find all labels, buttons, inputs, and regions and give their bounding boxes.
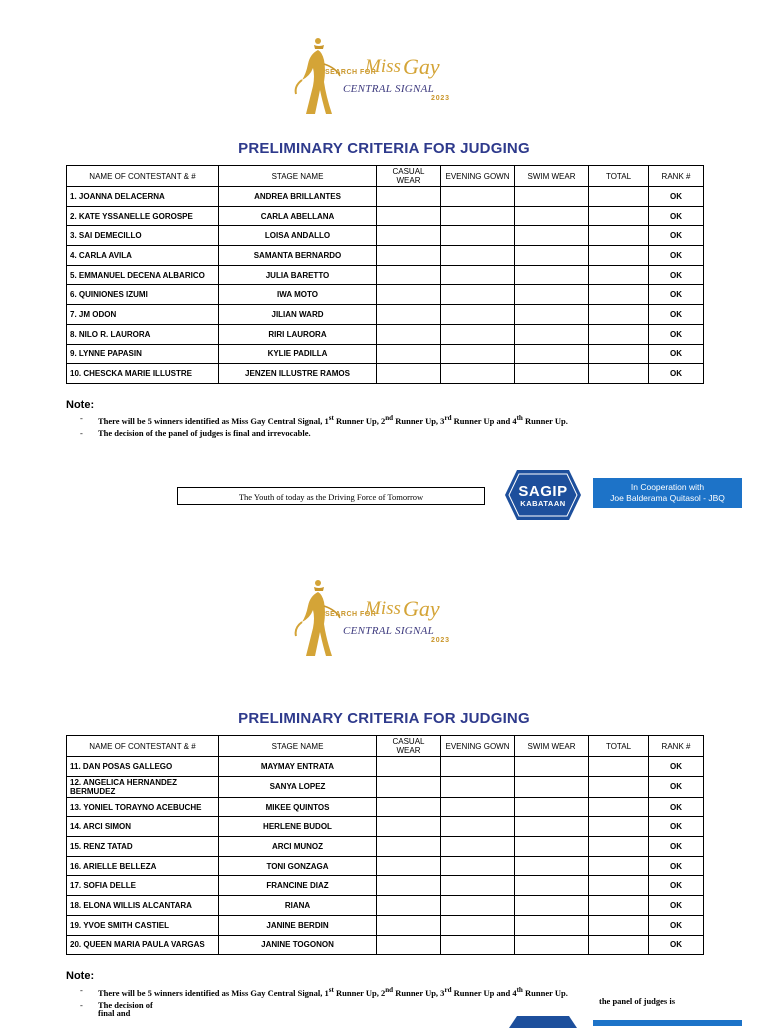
evening-gown-cell[interactable]: [441, 206, 515, 226]
table-row: [67, 896, 704, 916]
contestant-name: 9. LYNNE PAPASIN: [67, 344, 219, 364]
col-header-casual-wear: CASUAL WEAR: [377, 736, 441, 757]
contestant-name: 19. YVOE SMITH CASTIEL: [67, 915, 219, 935]
table-header-row: [67, 166, 704, 187]
logo-central-signal: CENTRAL SIGNAL: [343, 625, 435, 637]
stage-name: ANDREA BRILLANTES: [219, 187, 377, 207]
queen-silhouette-icon: [288, 578, 484, 664]
casual-wear-cell[interactable]: [377, 797, 441, 817]
swim-wear-cell[interactable]: [515, 876, 589, 896]
contestant-name: 13. YONIEL TORAYNO ACEBUCHE: [67, 797, 219, 817]
total-cell[interactable]: [589, 896, 649, 916]
casual-wear-cell[interactable]: [377, 305, 441, 325]
page-title: PRELIMINARY CRITERIA FOR JUDGING: [238, 140, 530, 157]
casual-wear-cell[interactable]: [377, 265, 441, 285]
swim-wear-cell[interactable]: [515, 837, 589, 857]
swim-wear-cell[interactable]: [515, 935, 589, 955]
note-line2-part-b: the panel of judges is: [599, 996, 676, 1006]
col-header-rank: RANK #: [649, 736, 704, 757]
total-cell[interactable]: [589, 246, 649, 266]
contestant-name: 20. QUEEN MARIA PAULA VARGAS: [67, 935, 219, 955]
stage-name: JANINE TOGONON: [219, 935, 377, 955]
rank-cell: OK: [649, 226, 704, 246]
stage-name: KYLIE PADILLA: [219, 344, 377, 364]
table-row: [67, 285, 704, 305]
coop-line1: In Cooperation with: [630, 482, 705, 492]
total-cell[interactable]: [589, 226, 649, 246]
stage-name: RIANA: [219, 896, 377, 916]
swim-wear-cell[interactable]: [515, 344, 589, 364]
rank-cell: OK: [649, 837, 704, 857]
page-title: PRELIMINARY CRITERIA FOR JUDGING: [238, 710, 530, 727]
sagip-word: SAGIP: [518, 483, 568, 500]
contestant-name: 6. QUINIONES IZUMI: [67, 285, 219, 305]
total-cell[interactable]: [589, 915, 649, 935]
evening-gown-cell[interactable]: [441, 776, 515, 797]
miss-gay-logo: [288, 578, 484, 664]
contestant-name: 4. CARLA AVILA: [67, 246, 219, 266]
contestant-name: 3. SAI DEMECILLO: [67, 226, 219, 246]
casual-wear-cell[interactable]: [377, 246, 441, 266]
evening-gown-cell[interactable]: [441, 837, 515, 857]
stage-name: TONI GONZAGA: [219, 856, 377, 876]
swim-wear-cell[interactable]: [515, 265, 589, 285]
casual-wear-cell[interactable]: [377, 896, 441, 916]
swim-wear-cell[interactable]: [515, 915, 589, 935]
contestant-name: 8. NILO R. LAURORA: [67, 324, 219, 344]
casual-wear-cell[interactable]: [377, 776, 441, 797]
stage-name: RIRI LAURORA: [219, 324, 377, 344]
evening-gown-cell[interactable]: [441, 324, 515, 344]
contestant-name: 2. KATE YSSANELLE GOROSPE: [67, 206, 219, 226]
note-line2-part-a: The decision of: [98, 999, 153, 1010]
evening-gown-cell[interactable]: [441, 797, 515, 817]
coop-line2: Joe Balderama Quitasol - JBQ: [610, 493, 725, 503]
stage-name: JENZEN ILLUSTRE RAMOS: [219, 364, 377, 384]
swim-wear-cell[interactable]: [515, 757, 589, 777]
note-item: - There will be 5 winners identified as Miss Gay Central Signal, 1st Runner Up, 2nd Runner Up, 3rd Runner Up and 4th Runner Up.: [80, 985, 568, 998]
logo-gay: Gay: [403, 596, 440, 621]
evening-gown-cell[interactable]: [441, 757, 515, 777]
table-row: [67, 344, 704, 364]
sagip-kabataan-logo: [503, 466, 583, 524]
total-cell[interactable]: [589, 324, 649, 344]
note-line1: There will be 5 winners identified as Miss Gay Central Signal, 1st Runner Up, 2nd Runner Up, 3rd Runner Up and 4th Runner Up.: [98, 414, 568, 426]
contestant-name: 7. JM ODON: [67, 305, 219, 325]
swim-wear-cell[interactable]: [515, 206, 589, 226]
logo-year: 2023: [431, 95, 450, 102]
total-cell[interactable]: [589, 265, 649, 285]
rank-cell: OK: [649, 915, 704, 935]
table-row: [67, 187, 704, 207]
logo-year: 2023: [431, 637, 450, 644]
stage-name: CARLA ABELLANA: [219, 206, 377, 226]
total-cell[interactable]: [589, 305, 649, 325]
casual-wear-cell[interactable]: [377, 324, 441, 344]
evening-gown-cell[interactable]: [441, 226, 515, 246]
total-cell[interactable]: [589, 856, 649, 876]
rank-cell: OK: [649, 364, 704, 384]
queen-silhouette-icon: [288, 36, 484, 122]
table-row: [67, 265, 704, 285]
rank-cell: OK: [649, 265, 704, 285]
stage-name: HERLENE BUDOL: [219, 817, 377, 837]
cooperation-banner: [593, 1020, 742, 1026]
contestant-name: 11. DAN POSAS GALLEGO: [67, 757, 219, 777]
col-header-total: TOTAL: [589, 166, 649, 187]
note-item: - There will be 5 winners identified as Miss Gay Central Signal, 1st Runner Up, 2nd Runner Up, 3rd Runner Up and 4th Runner Up.: [80, 413, 568, 426]
casual-wear-cell[interactable]: [377, 364, 441, 384]
kabataan-word: KABATAAN: [520, 499, 566, 508]
logo-central-signal: CENTRAL SIGNAL: [343, 83, 435, 95]
contestant-name: 12. ANGELICA HERNANDEZ BERMUDEZ: [67, 776, 219, 797]
casual-wear-cell[interactable]: [377, 206, 441, 226]
table-row: [67, 757, 704, 777]
note-item: - The decision of the panel of judges is final and irrevocable.: [80, 427, 311, 438]
stage-name: SANYA LOPEZ: [219, 776, 377, 797]
cooperation-banner: [593, 478, 742, 508]
table-row: [67, 364, 704, 384]
table-row: [67, 837, 704, 857]
rank-cell: OK: [649, 344, 704, 364]
contestant-name: 10. CHESCKA MARIE ILLUSTRE: [67, 364, 219, 384]
total-cell[interactable]: [589, 797, 649, 817]
judging-table: [66, 735, 704, 955]
logo-miss: Miss: [365, 598, 401, 619]
rank-cell: OK: [649, 876, 704, 896]
stage-name: ARCI MUNOZ: [219, 837, 377, 857]
miss-gay-logo: [288, 36, 484, 122]
rank-cell: OK: [649, 206, 704, 226]
total-cell[interactable]: [589, 285, 649, 305]
evening-gown-cell[interactable]: [441, 915, 515, 935]
total-cell[interactable]: [589, 364, 649, 384]
judging-table: [66, 165, 704, 384]
rank-cell: OK: [649, 246, 704, 266]
table-row: [67, 797, 704, 817]
casual-wear-cell[interactable]: [377, 856, 441, 876]
swim-wear-cell[interactable]: [515, 187, 589, 207]
casual-wear-cell[interactable]: [377, 876, 441, 896]
rank-cell: OK: [649, 776, 704, 797]
logo-miss: Miss: [365, 56, 401, 77]
stage-name: JULIA BARETTO: [219, 265, 377, 285]
contestant-name: 16. ARIELLE BELLEZA: [67, 856, 219, 876]
rank-cell: OK: [649, 757, 704, 777]
contestant-name: 17. SOFIA DELLE: [67, 876, 219, 896]
rank-cell: OK: [649, 285, 704, 305]
stage-name: JILIAN WARD: [219, 305, 377, 325]
logo-gay: Gay: [403, 54, 440, 79]
rank-cell: OK: [649, 187, 704, 207]
col-header-evening-gown: EVENING GOWN: [441, 166, 515, 187]
swim-wear-cell[interactable]: [515, 817, 589, 837]
casual-wear-cell[interactable]: [377, 915, 441, 935]
evening-gown-cell[interactable]: [441, 856, 515, 876]
table-row: [67, 915, 704, 935]
note-heading: Note:: [66, 399, 95, 411]
rank-cell: OK: [649, 797, 704, 817]
rank-cell: OK: [649, 817, 704, 837]
swim-wear-cell[interactable]: [515, 246, 589, 266]
total-cell[interactable]: [589, 344, 649, 364]
rank-cell: OK: [649, 896, 704, 916]
evening-gown-cell[interactable]: [441, 187, 515, 207]
col-header-rank: RANK #: [649, 166, 704, 187]
stage-name: MIKEE QUINTOS: [219, 797, 377, 817]
swim-wear-cell[interactable]: [515, 226, 589, 246]
total-cell[interactable]: [589, 817, 649, 837]
evening-gown-cell[interactable]: [441, 364, 515, 384]
col-header-contestant: NAME OF CONTESTANT & #: [67, 166, 219, 187]
table-header-row: [67, 736, 704, 757]
rank-cell: OK: [649, 935, 704, 955]
col-header-stage-name: STAGE NAME: [219, 166, 377, 187]
contestant-name: 18. ELONA WILLIS ALCANTARA: [67, 896, 219, 916]
rank-cell: OK: [649, 324, 704, 344]
swim-wear-cell[interactable]: [515, 856, 589, 876]
note-line2-part-c: final and: [98, 1008, 131, 1018]
casual-wear-cell[interactable]: [377, 837, 441, 857]
evening-gown-cell[interactable]: [441, 344, 515, 364]
swim-wear-cell[interactable]: [515, 776, 589, 797]
table-row: [67, 324, 704, 344]
contestant-name: 14. ARCI SIMON: [67, 817, 219, 837]
logo-search-for: SEARCH FOR: [325, 69, 377, 76]
swim-wear-cell[interactable]: [515, 285, 589, 305]
contestant-name: 5. EMMANUEL DECENA ALBARICO: [67, 265, 219, 285]
total-cell[interactable]: [589, 187, 649, 207]
stage-name: FRANCINE DIAZ: [219, 876, 377, 896]
casual-wear-cell[interactable]: [377, 757, 441, 777]
col-header-swim-wear: SWIM WEAR: [515, 166, 589, 187]
stage-name: SAMANTA BERNARDO: [219, 246, 377, 266]
rank-cell: OK: [649, 856, 704, 876]
casual-wear-cell[interactable]: [377, 187, 441, 207]
table-row: [67, 226, 704, 246]
evening-gown-cell[interactable]: [441, 896, 515, 916]
stage-name: JANINE BERDIN: [219, 915, 377, 935]
note-heading: Note:: [66, 970, 95, 982]
evening-gown-cell[interactable]: [441, 246, 515, 266]
total-cell[interactable]: [589, 837, 649, 857]
stage-name: LOISA ANDALLO: [219, 226, 377, 246]
note-item: - The decision of: [80, 999, 153, 1010]
note-line2: The decision of the panel of judges is final and irrevocable.: [98, 427, 311, 438]
total-cell[interactable]: [589, 757, 649, 777]
casual-wear-cell[interactable]: [377, 344, 441, 364]
total-cell[interactable]: [589, 935, 649, 955]
col-header-evening-gown: EVENING GOWN: [441, 736, 515, 757]
table-row: [67, 206, 704, 226]
swim-wear-cell[interactable]: [515, 305, 589, 325]
table-row: [67, 776, 704, 797]
swim-wear-cell[interactable]: [515, 896, 589, 916]
evening-gown-cell[interactable]: [441, 876, 515, 896]
table-row: [67, 935, 704, 955]
table-row: [67, 246, 704, 266]
table-row: [67, 856, 704, 876]
swim-wear-cell[interactable]: [515, 324, 589, 344]
col-header-swim-wear: SWIM WEAR: [515, 736, 589, 757]
stage-name: MAYMAY ENTRATA: [219, 757, 377, 777]
evening-gown-cell[interactable]: [441, 935, 515, 955]
table-row: [67, 817, 704, 837]
total-cell[interactable]: [589, 876, 649, 896]
col-header-contestant: NAME OF CONTESTANT & #: [67, 736, 219, 757]
casual-wear-cell[interactable]: [377, 226, 441, 246]
col-header-casual-wear: CASUAL WEAR: [377, 166, 441, 187]
rank-cell: OK: [649, 305, 704, 325]
contestant-name: 15. RENZ TATAD: [67, 837, 219, 857]
col-header-total: TOTAL: [589, 736, 649, 757]
casual-wear-cell[interactable]: [377, 285, 441, 305]
evening-gown-cell[interactable]: [441, 817, 515, 837]
table-row: [67, 876, 704, 896]
note-line1: There will be 5 winners identified as Miss Gay Central Signal, 1st Runner Up, 2nd Runner Up, 3rd Runner Up and 4th Runner Up.: [98, 986, 568, 998]
evening-gown-cell[interactable]: [441, 265, 515, 285]
swim-wear-cell[interactable]: [515, 364, 589, 384]
casual-wear-cell[interactable]: [377, 817, 441, 837]
table-row: [67, 305, 704, 325]
motto-box: The Youth of today as the Driving Force of Tomorrow: [177, 487, 485, 505]
casual-wear-cell[interactable]: [377, 935, 441, 955]
stage-name: IWA MOTO: [219, 285, 377, 305]
evening-gown-cell[interactable]: [441, 305, 515, 325]
col-header-stage-name: STAGE NAME: [219, 736, 377, 757]
logo-search-for: SEARCH FOR: [325, 611, 377, 618]
sagip-badge-icon: [505, 1012, 581, 1028]
evening-gown-cell[interactable]: [441, 285, 515, 305]
total-cell[interactable]: [589, 776, 649, 797]
contestant-name: 1. JOANNA DELACERNA: [67, 187, 219, 207]
total-cell[interactable]: [589, 206, 649, 226]
swim-wear-cell[interactable]: [515, 797, 589, 817]
note-list: [80, 412, 700, 439]
